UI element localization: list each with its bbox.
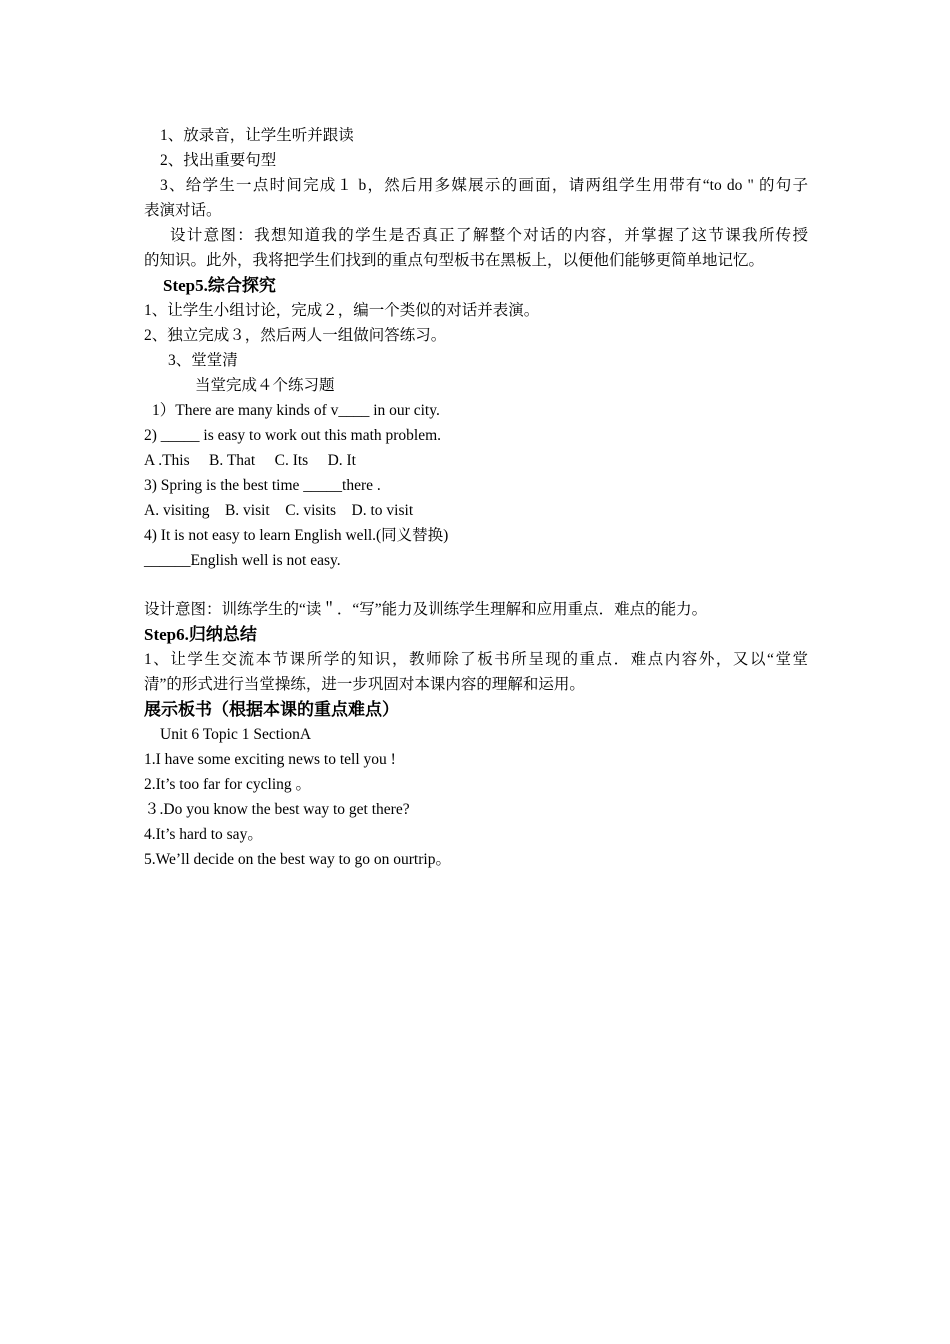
blackboard-sentence-1: 1.I have some exciting news to tell you !: [144, 751, 396, 768]
exercise-3-options: A. visiting B. visit C. visits D. to visit: [144, 502, 414, 519]
step5-item-3: 3、堂堂清: [168, 352, 238, 369]
exercise-2-options: A .This B. That C. Its D. It: [144, 452, 356, 469]
exercise-2: 2) _____ is easy to work out this math problem.: [144, 427, 442, 444]
step-item-1: 1、放录音，让学生听并跟读: [160, 127, 354, 144]
exercise-4: 4) It is not easy to learn English well.(同义替换): [144, 527, 449, 544]
design-intent-2: 设计意图：训练学生的“读＂．“写”能力及训练学生理解和应用重点．难点的能力。: [144, 601, 708, 618]
blackboard-sentence-3: ３.Do you know the best way to get there?: [144, 801, 410, 818]
step6-heading: Step6.归纳总结: [144, 625, 257, 644]
step6-item-1: 1、让学生交流本节课所学的知识，教师除了板书所呈现的重点．难点内容外，又以“堂堂: [144, 651, 808, 668]
exercise-3: 3) Spring is the best time _____there .: [144, 477, 381, 494]
exercise-1: 1）There are many kinds of v____ in our city.: [152, 402, 440, 419]
blackboard-heading: 展示板书（根据本课的重点难点）: [144, 700, 399, 719]
blackboard-sentence-2: 2.It’s too far for cycling 。: [144, 776, 312, 793]
step-item-3-cont: 表演对话。: [144, 202, 222, 219]
step-item-3: 3、给学生一点时间完成１ b，然后用多媒展示的画面，请两组学生用带有“to do " 的句子: [160, 177, 808, 194]
step5-item-1: 1、让学生小组讨论，完成２，编一个类似的对话并表演。: [144, 302, 540, 319]
design-intent-paragraph: 设计意图：我想知道我的学生是否真正了解整个对话的内容，并掌握了这节课我所传授: [170, 227, 808, 244]
step5-item-2: 2、独立完成３，然后两人一组做问答练习。: [144, 327, 447, 344]
blackboard-sentence-5: 5.We’ll decide on the best way to go on ourtrip。: [144, 851, 451, 868]
exercise-4-answer-line: ______English well is not easy.: [144, 552, 341, 569]
step6-item-1-cont: 清”的形式进行当堂操练，进一步巩固对本课内容的理解和运用。: [144, 676, 585, 693]
design-intent-paragraph-cont: 的知识。此外，我将把学生们找到的重点句型板书在黑板上，以便他们能够更简单地记忆。: [144, 252, 765, 269]
blackboard-unit-title: Unit 6 Topic 1 SectionA: [160, 726, 312, 743]
exercise-intro: 当堂完成４个练习题: [195, 377, 335, 394]
blackboard-sentence-4: 4.It’s hard to say。: [144, 826, 263, 843]
step-item-2: 2、找出重要句型: [160, 152, 277, 169]
step5-heading: Step5.综合探究: [163, 276, 276, 295]
